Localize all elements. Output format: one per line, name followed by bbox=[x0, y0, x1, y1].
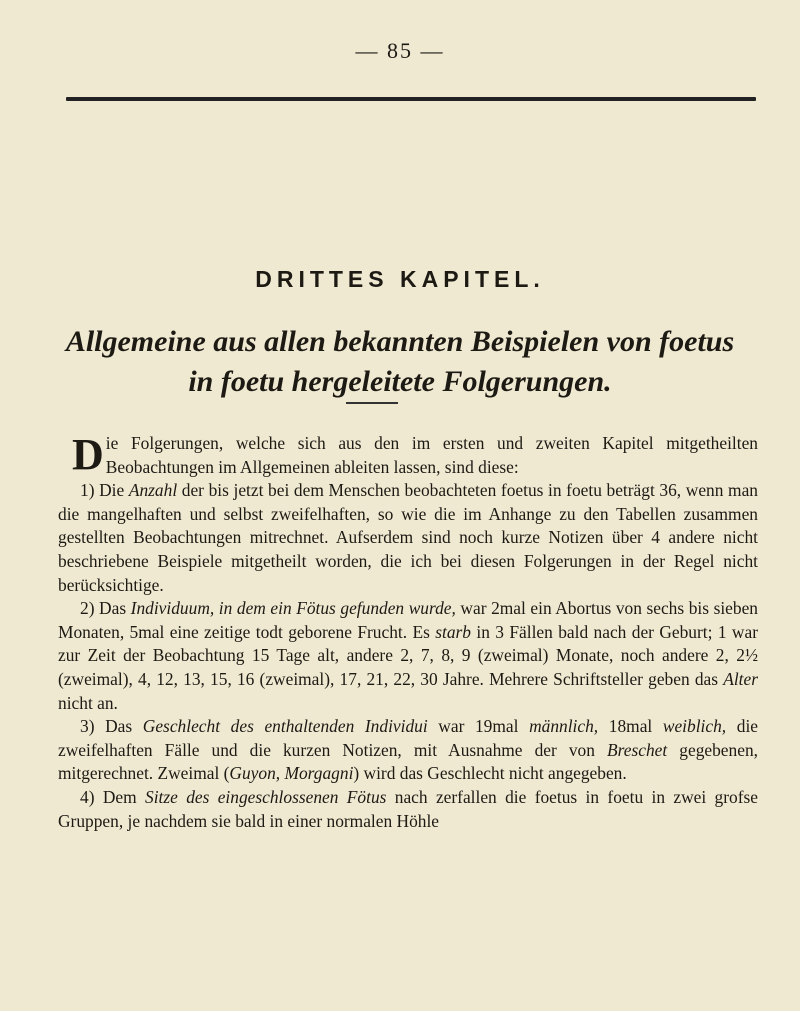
body-text bbox=[58, 432, 758, 833]
item-text: in 3 Fällen bald nach der Geburt; 1 war zur Zeit der Beobachtung 15 Tage alt, andere 2, 7, 8, 9 (zweimal) Monate, noch andere 2, 2½ (zweimal), 4, 12, 13, 15, 16 (zweimal), 17, 21, 22, 30 Jahre. Mehrere Schriftsteller geben das bbox=[58, 621, 758, 689]
chapter-title: DRITTES KAPITEL. bbox=[255, 266, 545, 292]
item-number: 2) bbox=[80, 598, 95, 619]
item-text: gegebenen, mitgerechnet. Zweimal ( bbox=[58, 739, 758, 784]
paragraph-3 bbox=[58, 715, 758, 786]
item-text: Die bbox=[94, 480, 129, 501]
item-emphasis: Alter bbox=[723, 668, 758, 689]
item-text: der bis jetzt bei dem Menschen beobachteten foetus in foetu beträgt 36, wenn man die mangelhaften und selbst zweifelhaften, so wie die im Anhange zu den Tabellen zusammen gestellten Beobachtungen mitrechnet. Aufserdem sind noch kurze Notizen über 4 andere nicht beschriebene Beispiele mitgetheilt worden, die ich bei diesen Folgerungen in der Regel nicht berücksichtige. bbox=[58, 480, 758, 595]
item-number: 3) bbox=[80, 716, 95, 737]
intro-paragraph bbox=[58, 432, 758, 479]
item-text: Dem bbox=[94, 786, 145, 807]
item-text: 18mal bbox=[598, 716, 663, 737]
item-text: Das bbox=[94, 716, 143, 737]
header-rule bbox=[66, 97, 756, 101]
item-number: 4) bbox=[80, 786, 95, 807]
paragraph-4 bbox=[58, 786, 758, 833]
item-text: ) wird das Geschlecht nicht angegeben. bbox=[353, 763, 627, 784]
item-number: 1) bbox=[80, 480, 95, 501]
paragraph-1 bbox=[58, 479, 758, 597]
item-emphasis: Breschet bbox=[607, 739, 668, 760]
item-emphasis: Individuum, in dem ein Fötus gefunden wurde, bbox=[130, 598, 456, 619]
section-heading bbox=[40, 322, 760, 402]
heading-line-1: Allgemeine aus allen bekannten Beispielen von foetus bbox=[65, 325, 735, 358]
item-text: Das bbox=[94, 598, 131, 619]
item-emphasis: Anzahl bbox=[128, 480, 178, 501]
item-emphasis: männlich, bbox=[529, 716, 599, 737]
item-emphasis: Guyon, Morgagni bbox=[229, 763, 354, 784]
item-emphasis: Sitze des eingeschlossenen Fötus bbox=[145, 786, 387, 807]
item-text: nach zerfallen die foetus in foetu in zwei grofse Gruppen, je nachdem sie bald in einer normalen Höhle bbox=[58, 786, 758, 831]
page-number: — 85 — bbox=[355, 38, 445, 63]
item-text: war 19mal bbox=[427, 716, 530, 737]
item-emphasis: starb bbox=[435, 621, 471, 642]
heading-line-2: in foetu hergeleitete Folgerungen. bbox=[188, 365, 612, 398]
paragraph-2 bbox=[58, 597, 758, 715]
heading-rule bbox=[346, 402, 398, 404]
intro-text: ie Folgerungen, welche sich aus den im ersten und zweiten Kapitel mitgetheilten Beobachtungen im Allgemeinen ableiten lassen, sind diese: bbox=[105, 433, 758, 477]
item-emphasis: Geschlecht des enthaltenden Individui bbox=[142, 716, 428, 737]
item-text: war 2mal ein Abortus von sechs bis sieben Monaten, 5mal eine zeitige todt geborene Frucht. Es bbox=[58, 598, 758, 642]
item-emphasis: weiblich, bbox=[662, 716, 727, 737]
item-text: nicht an. bbox=[58, 692, 118, 713]
drop-cap: D bbox=[72, 430, 104, 479]
item-text: die zweifelhaften Fälle und die kurzen Notizen, mit Ausnahme der von bbox=[58, 716, 759, 760]
